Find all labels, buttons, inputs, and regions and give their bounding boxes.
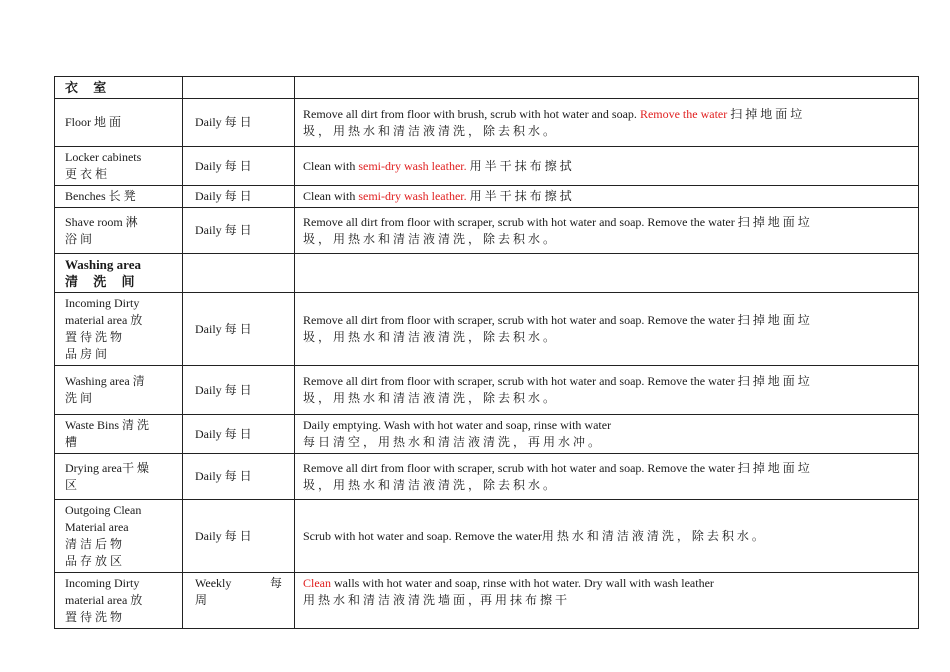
table-row bbox=[55, 573, 919, 629]
frequency-cell: Daily 每 日 bbox=[183, 366, 295, 415]
area-line: Incoming Dirty bbox=[65, 296, 140, 310]
frequency-cell: Daily 每 日 bbox=[183, 293, 295, 366]
section-title: 衣 室 bbox=[55, 77, 183, 99]
method-line-1: Remove all dirt from floor with scraper, scrub with hot water and soap. Remove the water 扫 掉 地 面 垃 bbox=[303, 460, 810, 475]
area-cell: Floor 地 面 bbox=[55, 99, 183, 147]
method-line-1: Scrub with hot water and soap. Remove the water用 热 水 和 清 洁 液 清 洗 ， 除 去 积 水 。 bbox=[303, 528, 764, 543]
area-line: Waste Bins 清 洗 bbox=[65, 418, 150, 432]
method-text: Clean with bbox=[303, 158, 359, 173]
area-line: material area 放 bbox=[65, 593, 143, 607]
method-cell bbox=[295, 415, 919, 454]
table-row bbox=[55, 366, 919, 415]
section-row-washing-area bbox=[55, 254, 919, 293]
method-text: Clean with bbox=[303, 189, 359, 203]
area-cell bbox=[55, 366, 183, 415]
method-text: walls with hot water and soap, rinse with hot water. Dry wall with wash leather bbox=[331, 576, 714, 590]
frequency-cell: Daily 每 日 bbox=[183, 186, 295, 208]
method-highlight: Clean bbox=[303, 576, 331, 590]
area-line: Material area bbox=[65, 520, 129, 534]
method-line-2: 圾 ， 用 热 水 和 清 洁 液 清 洗 ， 除 去 积 水 。 bbox=[303, 330, 556, 344]
method-cell bbox=[295, 147, 919, 186]
method-line-2: 圾 ， 用 热 水 和 清 洁 液 清 洗 ， 除 去 积 水 。 bbox=[303, 477, 556, 492]
method-text: Remove all dirt from floor with brush, scrub with hot water and soap. bbox=[303, 106, 640, 121]
area-line: Locker cabinets bbox=[65, 150, 142, 164]
frequency-cell bbox=[183, 573, 295, 629]
frequency-en: Weekly bbox=[195, 576, 232, 590]
method-line-1: Remove all dirt from floor with scraper, scrub with hot water and soap. Remove the water 扫 掉 地 面 垃 bbox=[303, 313, 810, 327]
method-cell bbox=[295, 500, 919, 573]
method-cell bbox=[295, 454, 919, 500]
area-line: Incoming Dirty bbox=[65, 576, 140, 590]
frequency-cell: Daily 每 日 bbox=[183, 147, 295, 186]
table-row bbox=[55, 293, 919, 366]
frequency-cn: 每 bbox=[269, 576, 282, 590]
table-row bbox=[55, 500, 919, 573]
area-line: 更 衣 柜 bbox=[65, 167, 108, 181]
method-line-2: 圾 ， 用 热 水 和 清 洁 液 清 洗 ， 除 去 积 水 。 bbox=[303, 123, 556, 138]
method-cell bbox=[295, 186, 919, 208]
section-row-locker-room bbox=[55, 77, 919, 99]
area-line: 洗 间 bbox=[65, 391, 93, 405]
method-text-cn: 用 半 干 抹 布 擦 拭 bbox=[466, 189, 572, 203]
method-highlight: semi-dry wash leather. bbox=[358, 158, 467, 173]
area-line: material area 放 bbox=[65, 313, 143, 327]
area-line: Washing area 清 bbox=[65, 374, 145, 388]
method-line-1: Remove all dirt from floor with scraper, scrub with hot water and soap. Remove the water 扫 掉 地 面 垃 bbox=[303, 214, 810, 229]
method-cell bbox=[295, 99, 919, 147]
frequency-cell: Daily 每 日 bbox=[183, 208, 295, 254]
method-line-1: Remove all dirt from floor with scraper, scrub with hot water and soap. Remove the water 扫 掉 地 面 垃 bbox=[303, 374, 810, 388]
method-text-cn: 用 半 干 抹 布 擦 拭 bbox=[466, 158, 572, 173]
cleaning-schedule-table bbox=[54, 76, 919, 629]
table-row bbox=[55, 208, 919, 254]
area-cell bbox=[55, 208, 183, 254]
method-cell bbox=[295, 208, 919, 254]
frequency-cell bbox=[183, 77, 295, 99]
section-title-cn: 清 洗 间 bbox=[65, 274, 141, 289]
table-row bbox=[55, 99, 919, 147]
method-line-2: 圾 ， 用 热 水 和 清 洁 液 清 洗 ， 除 去 积 水 。 bbox=[303, 391, 556, 405]
area-line: 清 洁 后 物 bbox=[65, 537, 123, 551]
area-line: Outgoing Clean bbox=[65, 503, 142, 517]
area-line: 浴 间 bbox=[65, 231, 93, 246]
frequency-cell: Daily 每 日 bbox=[183, 500, 295, 573]
method-cell bbox=[295, 254, 919, 293]
section-title bbox=[55, 254, 183, 293]
method-highlight: semi-dry wash leather. bbox=[358, 189, 467, 203]
section-title-en: Washing area bbox=[65, 257, 141, 272]
area-cell bbox=[55, 573, 183, 629]
method-line-2: 用 热 水 和 清 洁 液 清 洗 墙 面 ，再 用 抹 布 擦 干 bbox=[303, 593, 568, 607]
area-cell bbox=[55, 500, 183, 573]
frequency-cell bbox=[183, 254, 295, 293]
method-cell bbox=[295, 293, 919, 366]
frequency-cell: Daily 每 日 bbox=[183, 99, 295, 147]
frequency-cell: Daily 每 日 bbox=[183, 454, 295, 500]
method-cell bbox=[295, 573, 919, 629]
area-cell bbox=[55, 454, 183, 500]
area-line: 品 存 放 区 bbox=[65, 554, 123, 568]
area-cell: Benches 长 凳 bbox=[55, 186, 183, 208]
area-line: 品 房 间 bbox=[65, 347, 108, 361]
method-line-2: 圾 ， 用 热 水 和 清 洁 液 清 洗 ， 除 去 积 水 。 bbox=[303, 231, 556, 246]
method-line-1: Daily emptying. Wash with hot water and soap, rinse with water bbox=[303, 418, 612, 432]
method-text-cn: 扫 掉 地 面 垃 bbox=[727, 106, 803, 121]
area-line: Shave room 淋 bbox=[65, 214, 138, 229]
method-highlight: Remove the water bbox=[639, 106, 728, 121]
frequency-line bbox=[195, 575, 288, 592]
frequency-cell: Daily 每 日 bbox=[183, 415, 295, 454]
method-cell bbox=[295, 77, 919, 99]
area-cell bbox=[55, 415, 183, 454]
area-cell bbox=[55, 147, 183, 186]
method-cell bbox=[295, 366, 919, 415]
frequency-cn-2: 周 bbox=[195, 593, 208, 607]
area-line: 槽 bbox=[65, 435, 78, 449]
area-line: 置 待 洗 物 bbox=[65, 330, 123, 344]
area-line: Drying area干 燥 bbox=[65, 460, 149, 475]
table-row bbox=[55, 147, 919, 186]
area-cell bbox=[55, 293, 183, 366]
table-row bbox=[55, 454, 919, 500]
area-line: 置 待 洗 物 bbox=[65, 610, 123, 624]
table-row bbox=[55, 415, 919, 454]
method-line-2: 每 日 清 空 ， 用 热 水 和 清 洁 液 清 洗 ， 再 用 水 冲 。 bbox=[303, 435, 601, 449]
table-row bbox=[55, 186, 919, 208]
area-line: 区 bbox=[65, 477, 78, 492]
